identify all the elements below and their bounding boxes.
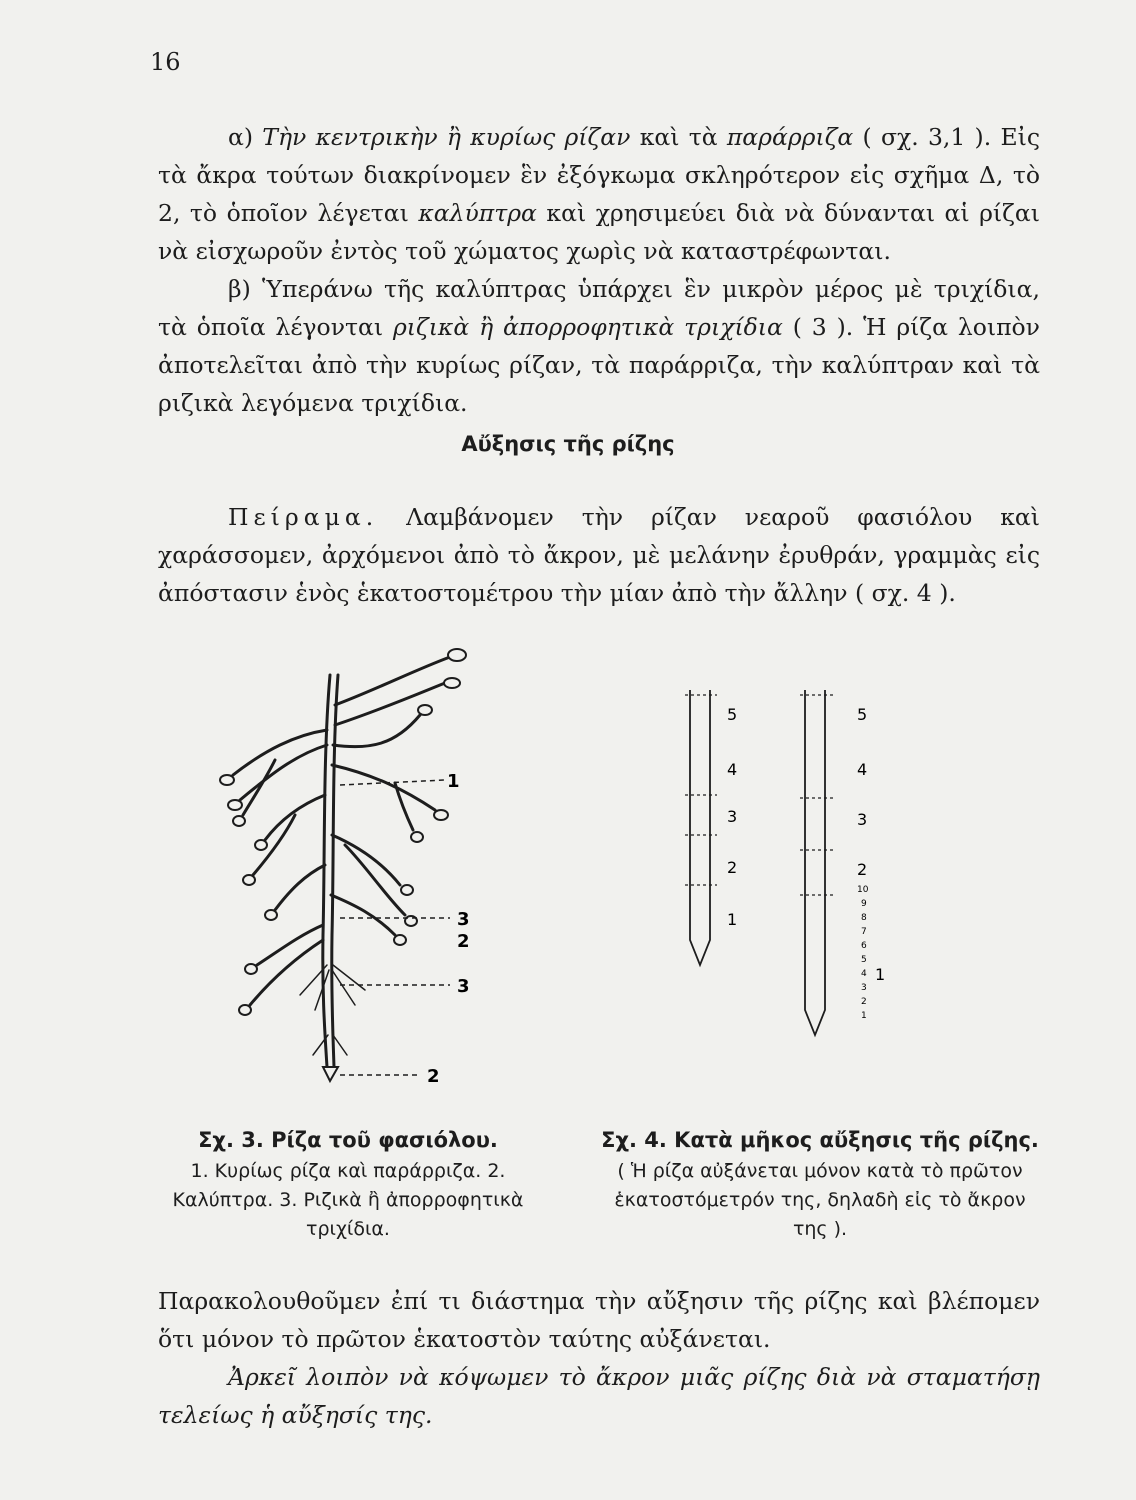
paragraph-b	[158, 270, 1040, 422]
fig4-left-label-2: 2	[727, 858, 738, 877]
fig4-small-label-2: 2	[861, 997, 867, 1007]
experiment-text: Λαμβάνομεν τὴν ρίζαν νεαροῦ φασιόλου καὶ χαράσσομεν, ἀρχόμενοι ἀπὸ τὸ ἄκρον, μὲ μελάνην ἐρυθράν, γραμμὰς εἰς ἀπόστασιν ἑνὸς ἑκατοστομέτρου τὴν μίαν ἀπὸ τὴν ἄλλην ( σχ. 4 ).	[158, 503, 1040, 607]
figure-4-caption	[596, 1126, 1044, 1244]
fig4-right-label-4: 4	[857, 760, 868, 779]
paragraph-a	[158, 118, 1040, 270]
fig4-small-label-5: 5	[861, 955, 867, 965]
para-b-prefix: β)	[228, 275, 251, 303]
para-a-text-2: καὶ χρησιμεύει διὰ νὰ δύνανται αἱ ρίζαι νὰ εἰσχωροῦν ἐντὸς τοῦ χώματος χωρὶς νὰ καταστρέφωνται.	[158, 199, 1040, 265]
fig3-label-3b: 3	[457, 976, 470, 997]
fig4-small-label-1: 1	[861, 1011, 867, 1021]
fig4-left-label-4: 4	[727, 760, 738, 779]
para-b-italic: ριζικὰ ἢ ἀπορροφητικὰ τριχίδια	[392, 313, 783, 341]
fig3-caption-title: Σχ. 3. Ρίζα τοῦ φασιόλου.	[198, 1128, 498, 1152]
fig4-left-label-1: 1	[727, 910, 738, 929]
fig4-small-label-8: 8	[861, 913, 867, 923]
para-a-italic-1: Τὴν κεντρικὴν ἢ κυρίως ρίζαν	[262, 123, 631, 151]
fig4-caption-text: ( Ἡ ρίζα αὐξάνεται μόνον κατὰ τὸ πρῶτον ἑκατοστόμετρόν της, δηλαδὴ εἰς τὸ ἄκρον της ).	[614, 1160, 1026, 1240]
fig4-right-label-5: 5	[857, 705, 868, 724]
para-a-italic-3: καλύπτρα	[418, 199, 537, 227]
para-a-ref: ( σχ. 3,1 ).	[862, 123, 992, 151]
fig4-small-label-9: 9	[861, 899, 867, 909]
figure-4-root-growth	[655, 680, 905, 1040]
fig4-small-label-7: 7	[861, 927, 867, 937]
para-a-text-1: Εἰς τὰ ἄκρα τούτων διακρίνομεν ἓν ἐξόγκωμα σκληρότερον εἰς σχῆμα Δ, τὸ 2, τὸ ὁποῖον λέγεται	[158, 123, 1040, 227]
fig4-small-label-4: 4	[861, 969, 867, 979]
fig4-right-label-1: 1	[875, 965, 886, 984]
figure-3-caption	[158, 1126, 538, 1244]
fig4-right-label-3: 3	[857, 810, 868, 829]
fig4-small-label-6: 6	[861, 941, 867, 951]
para-a-mid: καὶ τὰ	[639, 123, 718, 151]
fig3-label-1: 1	[447, 771, 460, 792]
fig3-label-2a: 2	[457, 931, 470, 952]
conclusion-italic: Ἀρκεῖ λοιπὸν νὰ κόψωμεν τὸ ἄκρον μιᾶς ρίζης διὰ νὰ σταματήσῃ τελείως ἡ αὔξησίς της.	[158, 1363, 1040, 1429]
conclusion-paragraph	[158, 1282, 1040, 1434]
section-heading: Αὔξησις τῆς ρίζης	[461, 432, 675, 456]
page-number: 16	[150, 48, 181, 76]
fig4-left-label-3: 3	[727, 807, 738, 826]
fig3-label-3a: 3	[457, 909, 470, 930]
fig4-left-label-5: 5	[727, 705, 738, 724]
fig4-small-label-10: 10	[857, 885, 869, 895]
para-b-text-2: ( 3 ). Ἡ ρίζα λοιπὸν ἀποτελεῖται ἀπὸ τὴν κυρίως ρίζαν, τὰ παράρριζα, τὴν καλύπτραν καὶ τὰ ριζικὰ λεγόμενα τριχίδια.	[158, 313, 1040, 417]
fig3-label-2b: 2	[427, 1066, 440, 1087]
fig4-caption-title: Σχ. 4. Κατὰ μῆκος αὔξησις τῆς ρίζης.	[601, 1128, 1039, 1152]
figure-3-root-drawing	[195, 635, 485, 1090]
fig4-small-label-3: 3	[861, 983, 867, 993]
conclusion-text: Παρακολουθοῦμεν ἐπί τι διάστημα τὴν αὔξησιν τῆς ρίζης καὶ βλέπομεν ὅτι μόνον τὸ πρῶτον ἑκατοστὸν ταύτης αὐξάνεται.	[158, 1287, 1040, 1353]
para-b-text-1: Ὑπεράνω τῆς καλύπτρας ὑπάρχει ἓν μικρὸν μέρος μὲ τριχίδια, τὰ ὁποῖα λέγονται	[158, 275, 1040, 341]
experiment-label: Πείραμα.	[228, 503, 379, 531]
fig3-caption-text: 1. Κυρίως ρίζα καὶ παράρριζα. 2. Καλύπτρα. 3. Ριζικὰ ἢ ἀπορροφητικὰ τριχίδια.	[172, 1160, 524, 1240]
para-a-italic-2: παράρριζα	[726, 123, 854, 151]
fig4-right-label-2: 2	[857, 860, 868, 879]
para-a-prefix: α)	[228, 123, 254, 151]
experiment-paragraph	[158, 498, 1040, 612]
